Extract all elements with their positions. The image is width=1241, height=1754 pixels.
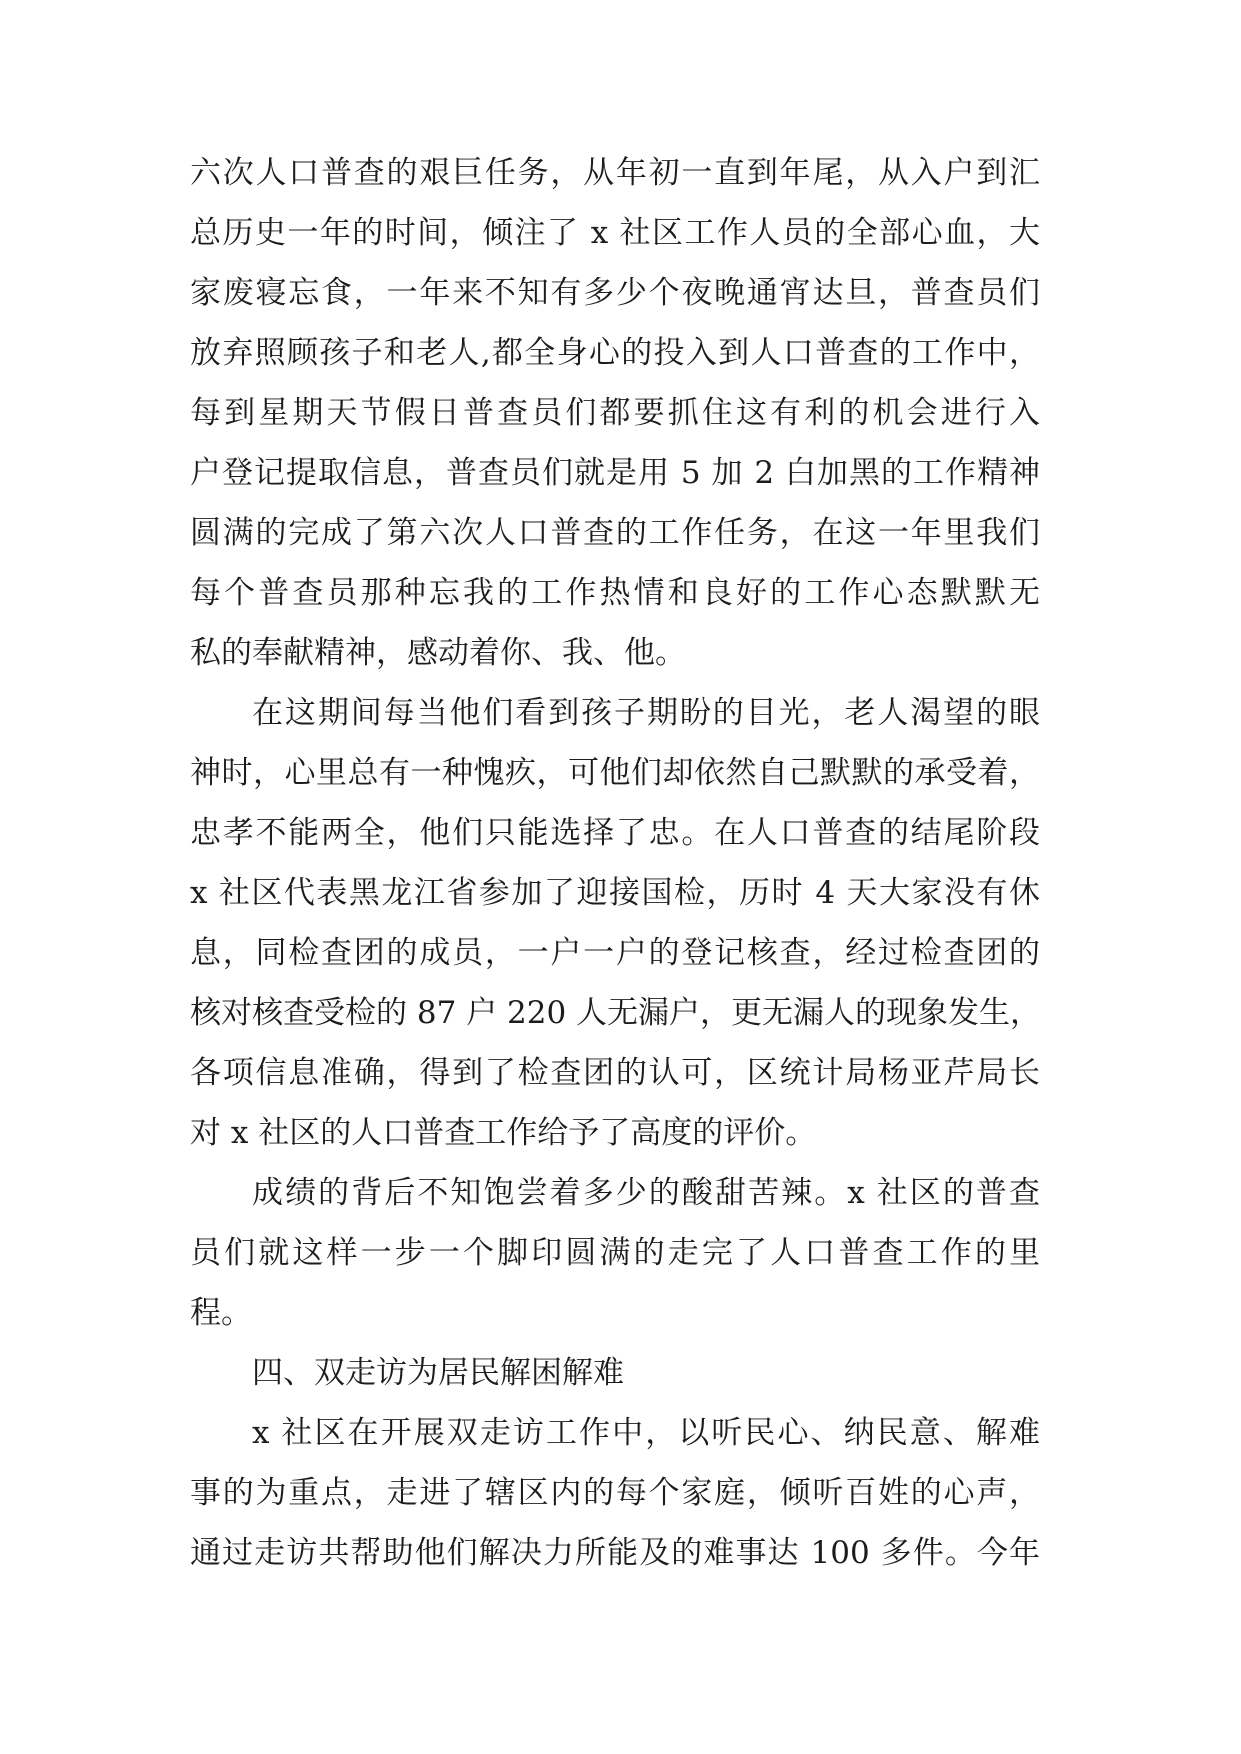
paragraph-first-line: 在这期间每当他们看到孩子期盼的目光，老人渴望的眼 [252,695,1040,731]
paragraph-first-line: x 社区在开展双走访工作中，以听民心、纳民意、解难 [252,1415,1040,1451]
text-line: 每个普查员那种忘我的工作热情和良好的工作心态默默无 [190,575,1040,611]
text-line: 总历史一年的时间，倾注了 x 社区工作人员的全部心血，大 [190,215,1040,251]
text-line: 息，同检查团的成员，一户一户的登记核查，经过检查团的 [190,935,1040,971]
text-line: 放弃照顾孩子和老人,都全身心的投入到人口普查的工作中， [190,335,1040,371]
text-line: 通过走访共帮助他们解决力所能及的难事达 100 多件。今年 [190,1535,1040,1571]
text-line: 员们就这样一步一个脚印圆满的走完了人口普查工作的里 [190,1235,1040,1271]
text-line: 圆满的完成了第六次人口普查的工作任务，在这一年里我们 [190,515,1040,551]
text-line: 神时，心里总有一种愧疚，可他们却依然自己默默的承受着， [190,755,1040,791]
text-line: 家废寝忘食，一年来不知有多少个夜晚通宵达旦，普查员们 [190,275,1040,311]
text-line: 忠孝不能两全，他们只能选择了忠。在人口普查的结尾阶段 [190,815,1040,851]
paragraph-end-line: 程。 [190,1295,252,1331]
paragraph-end-line: 私的奉献精神，感动着你、我、他。 [190,635,686,671]
text-line: 每到星期天节假日普查员们都要抓住这有利的机会进行入 [190,395,1040,431]
paragraph-first-line: 成绩的背后不知饱尝着多少的酸甜苦辣。x 社区的普查 [252,1175,1040,1211]
paragraph-end-line: 对 x 社区的人口普查工作给予了高度的评价。 [190,1115,817,1151]
text-line: 事的为重点，走进了辖区内的每个家庭，倾听百姓的心声， [190,1475,1040,1511]
text-line: 户登记提取信息，普查员们就是用 5 加 2 白加黑的工作精神 [190,455,1040,491]
text-line: 六次人口普查的艰巨任务，从年初一直到年尾，从入户到汇 [190,155,1040,191]
text-line: 核对核查受检的 87 户 220 人无漏户，更无漏人的现象发生， [190,995,1042,1031]
text-line: x 社区代表黑龙江省参加了迎接国检，历时 4 天大家没有休 [190,875,1040,911]
section-heading: 四、双走访为居民解困解难 [252,1355,624,1391]
text-line: 各项信息准确，得到了检查团的认可，区统计局杨亚芹局长 [190,1055,1040,1091]
